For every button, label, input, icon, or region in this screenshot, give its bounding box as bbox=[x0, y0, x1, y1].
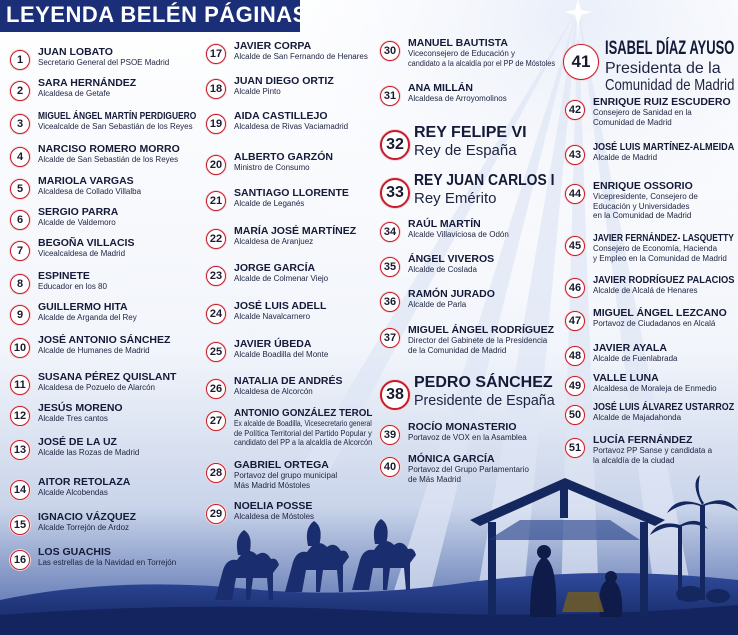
person-role: de Política Territorial del Partido Popular y bbox=[234, 428, 372, 438]
person-name: JAVIER RODRÍGUEZ PALACIOS bbox=[593, 274, 735, 286]
person-role: Alcalde Navalcarnero bbox=[234, 312, 311, 321]
person-name: PEDRO SÁNCHEZ bbox=[414, 374, 553, 391]
person-name: JESÚS MORENO bbox=[38, 402, 123, 414]
person-name: JAVIER ÚBEDA bbox=[234, 338, 312, 350]
person-name: AIDA CASTILLEJO bbox=[234, 110, 328, 122]
person-role: Alcalde Villaviciosa de Odón bbox=[408, 230, 509, 239]
person-name: LOS GUACHIS bbox=[38, 546, 111, 558]
person-role: Alcaldesa de Rivas Vaciamadrid bbox=[234, 122, 349, 131]
person-name: MARÍA JOSÉ MARTÍNEZ bbox=[234, 225, 357, 237]
number-badge: 28 bbox=[206, 463, 226, 483]
page-title: LEYENDA BELÉN PÁGINAS bbox=[6, 2, 308, 27]
person-role: Las estrellas de la Navidad en Torrejón bbox=[38, 558, 177, 567]
person-role: Alcaldesa de Pozuelo de Alarcón bbox=[38, 383, 155, 392]
person-name: MARIOLA VARGAS bbox=[38, 175, 134, 187]
number-badge: 27 bbox=[206, 411, 226, 431]
number-badge: 49 bbox=[565, 376, 585, 396]
number-badge: 36 bbox=[380, 292, 400, 312]
number-badge: 26 bbox=[206, 379, 226, 399]
person-name: JAVIER FERNÁNDEZ- LASQUETTY bbox=[593, 232, 734, 244]
number-badge: 29 bbox=[206, 504, 226, 524]
person-name: JOSÉ ANTONIO SÁNCHEZ bbox=[38, 334, 171, 346]
person-role: Alcalde de Majadahonda bbox=[593, 413, 682, 422]
person-name: ALBERTO GARZÓN bbox=[234, 151, 333, 163]
person-name: IGNACIO VÁZQUEZ bbox=[38, 511, 137, 523]
person-role: Secretario General del PSOE Madrid bbox=[38, 58, 170, 67]
person-name: JOSÉ LUIS MARTÍNEZ-ALMEIDA bbox=[593, 141, 735, 153]
person-role: Alcalde Tres cantos bbox=[38, 414, 108, 423]
person-name: BEGOÑA VILLACIS bbox=[38, 237, 135, 249]
number-badge: 2 bbox=[10, 81, 30, 101]
number-badge: 46 bbox=[565, 278, 585, 298]
person-name: SARA HERNÁNDEZ bbox=[38, 77, 137, 89]
person-name: ENRIQUE RUIZ ESCUDERO bbox=[593, 96, 731, 108]
number-badge: 31 bbox=[380, 86, 400, 106]
person-role: Alcalde de Humanes de Madrid bbox=[38, 346, 150, 355]
person-name: VALLE LUNA bbox=[593, 372, 659, 384]
person-name: MIGUEL ÁNGEL LEZCANO bbox=[593, 307, 727, 319]
number-badge: 50 bbox=[565, 405, 585, 425]
number-badge: 38 bbox=[380, 380, 410, 410]
person-role: Alcalde de Alcalá de Henares bbox=[593, 286, 698, 295]
number-badge: 43 bbox=[565, 145, 585, 165]
number-badge: 10 bbox=[10, 338, 30, 358]
person-name: ÁNGEL VIVEROS bbox=[408, 253, 495, 265]
person-role: Alcalde de Leganés bbox=[234, 199, 305, 208]
person-role: de la Comunidad de Madrid bbox=[408, 345, 507, 355]
person-role: Vicealcaldesa de Madrid bbox=[38, 249, 126, 258]
number-badge: 14 bbox=[10, 480, 30, 500]
number-badge: 44 bbox=[565, 184, 585, 204]
person-role: Alcalde de Arganda del Rey bbox=[38, 313, 137, 322]
number-badge: 16 bbox=[10, 550, 30, 570]
number-badge: 13 bbox=[10, 440, 30, 460]
person-role: Alcalde de Madrid bbox=[593, 153, 658, 162]
number-badge: 40 bbox=[380, 457, 400, 477]
person-name: JOSÉ LUIS ÁLVAREZ USTARROZ bbox=[593, 401, 735, 413]
person-role: Presidenta de la bbox=[605, 60, 721, 77]
person-role: Consejero de Sanidad en la bbox=[593, 108, 692, 117]
person-role: Vicepresidente, Consejero de bbox=[593, 192, 698, 201]
person-role: Alcalde de Fuenlabrada bbox=[593, 354, 678, 363]
person-role: Portavoz PP Sanse y candidata a bbox=[593, 446, 713, 455]
person-role: candidato a la alcaldía por el PP de Móstoles bbox=[408, 58, 555, 68]
person-name: ANA MILLÁN bbox=[408, 82, 473, 94]
person-role: Educación y Universidades bbox=[593, 201, 690, 211]
number-badge: 15 bbox=[10, 515, 30, 535]
person-role: Alcalde de Colmenar Viejo bbox=[234, 274, 329, 283]
person-role: de Más Madrid bbox=[408, 474, 461, 484]
number-badge: 32 bbox=[380, 130, 410, 160]
person-name: GABRIEL ORTEGA bbox=[234, 459, 329, 471]
person-role: Viceconsejero de Educación y bbox=[408, 49, 516, 58]
person-name: ENRIQUE OSSORIO bbox=[593, 180, 693, 192]
person-role: Alcalde Pinto bbox=[234, 87, 281, 96]
person-name: NARCISO ROMERO MORRO bbox=[38, 143, 180, 155]
person-name: JUAN DIEGO ORTIZ bbox=[234, 75, 334, 87]
person-role: Consejero de Economía, Hacienda bbox=[593, 244, 718, 253]
person-name: MIGUEL ÁNGEL RODRÍGUEZ bbox=[408, 324, 555, 336]
number-badge: 19 bbox=[206, 114, 226, 134]
number-badge: 20 bbox=[206, 155, 226, 175]
person-name: ISABEL DÍAZ AYUSO bbox=[605, 38, 735, 59]
person-role: en la Comunidad de Madrid bbox=[593, 211, 692, 220]
person-role: Director del Gabinete de la Presidencia bbox=[408, 336, 548, 345]
number-badge: 12 bbox=[10, 406, 30, 426]
person-name: ROCÍO MONASTERIO bbox=[408, 421, 517, 433]
person-name: JORGE GARCÍA bbox=[234, 262, 316, 274]
number-badge: 8 bbox=[10, 274, 30, 294]
person-role: Alcalde de Valdemoro bbox=[38, 218, 116, 227]
person-role: Alcalde Boadilla del Monte bbox=[234, 350, 329, 359]
person-role: Vicealcalde de San Sebastián de los Reyes bbox=[38, 122, 193, 131]
person-role: Portavoz del Grupo Parlamentario bbox=[408, 465, 529, 474]
person-role: Alcalde de San Sebastián de los Reyes bbox=[38, 155, 179, 164]
number-badge: 42 bbox=[565, 100, 585, 120]
person-role: Alcalde Torrejón de Ardoz bbox=[38, 523, 130, 532]
person-role: Más Madrid Móstoles bbox=[234, 480, 311, 490]
person-role: Portavoz de VOX en la Asamblea bbox=[408, 433, 527, 442]
person-role: Ex alcalde de Boadilla, Vicesecretario general bbox=[234, 419, 372, 428]
person-role: Alcaldesa de Arroyomolinos bbox=[408, 94, 507, 103]
person-role: Alcalde de Parla bbox=[408, 300, 467, 309]
person-name: JOSÉ DE LA UZ bbox=[38, 436, 117, 448]
person-role: Alcalde las Rozas de Madrid bbox=[38, 448, 140, 457]
number-badge: 22 bbox=[206, 229, 226, 249]
person-name: REY JUAN CARLOS I bbox=[414, 172, 555, 189]
person-role: candidato del PP a la alcaldía de Alcorcón bbox=[234, 438, 373, 447]
number-badge: 21 bbox=[206, 191, 226, 211]
person-name: AITOR RETOLAZA bbox=[38, 476, 131, 488]
person-role: Alcalde Alcobendas bbox=[38, 488, 108, 497]
person-name: GUILLERMO HITA bbox=[38, 301, 128, 313]
person-name: REY FELIPE VI bbox=[414, 124, 527, 141]
person-name: ESPINETE bbox=[38, 270, 90, 282]
person-role: Alcalde de San Fernando de Henares bbox=[234, 52, 368, 61]
person-name: RAÚL MARTÍN bbox=[408, 218, 481, 230]
person-role: Alcalde de Coslada bbox=[408, 265, 477, 274]
person-role: Presidente de España bbox=[414, 392, 555, 409]
person-role: Alcaldesa de Móstoles bbox=[234, 512, 315, 521]
number-badge: 6 bbox=[10, 210, 30, 230]
number-badge: 45 bbox=[565, 236, 585, 256]
person-name: NATALIA DE ANDRÉS bbox=[234, 375, 343, 387]
number-badge: 37 bbox=[380, 328, 400, 348]
person-name: SUSANA PÉREZ QUISLANT bbox=[38, 371, 177, 383]
person-role: y Empleo en la Comunidad de Madrid bbox=[593, 253, 727, 263]
header-bar bbox=[0, 0, 308, 32]
number-badge: 5 bbox=[10, 179, 30, 199]
person-name: NOELIA POSSE bbox=[234, 500, 313, 512]
number-badge: 3 bbox=[10, 114, 30, 134]
number-badge: 24 bbox=[206, 304, 226, 324]
person-role: Alcaldesa de Alcorcón bbox=[234, 387, 313, 396]
person-name: JOSÉ LUIS ADELL bbox=[234, 300, 327, 312]
number-badge: 23 bbox=[206, 266, 226, 286]
person-name: JAVIER CORPA bbox=[234, 40, 312, 52]
number-badge: 34 bbox=[380, 222, 400, 242]
person-role: Alcaldesa de Moraleja de Enmedio bbox=[593, 384, 717, 393]
number-badge: 18 bbox=[206, 79, 226, 99]
person-role: Ministro de Consumo bbox=[234, 163, 310, 172]
number-badge: 47 bbox=[565, 311, 585, 331]
person-name: RAMÓN JURADO bbox=[408, 288, 495, 300]
number-badge: 17 bbox=[206, 44, 226, 64]
number-badge: 35 bbox=[380, 257, 400, 277]
person-name: JAVIER AYALA bbox=[593, 342, 667, 354]
person-role: la alcaldía de la ciudad bbox=[593, 455, 675, 465]
number-badge: 30 bbox=[380, 41, 400, 61]
person-name: JUAN LOBATO bbox=[38, 46, 113, 58]
number-badge: 33 bbox=[380, 178, 410, 208]
number-badge: 9 bbox=[10, 305, 30, 325]
person-role: Alcaldesa de Collado Villalba bbox=[38, 187, 142, 196]
person-name: MÓNICA GARCÍA bbox=[408, 453, 495, 465]
person-role: Comunidad de Madrid bbox=[593, 117, 672, 127]
person-role: Educador en los 80 bbox=[38, 282, 107, 291]
number-badge: 41 bbox=[563, 44, 599, 80]
person-role: Rey de España bbox=[414, 142, 517, 159]
number-badge: 7 bbox=[10, 241, 30, 261]
number-badge: 11 bbox=[10, 375, 30, 395]
person-name: SERGIO PARRA bbox=[38, 206, 119, 218]
person-role: Comunidad de Madrid bbox=[605, 77, 735, 94]
person-name: SANTIAGO LLORENTE bbox=[234, 187, 349, 199]
person-role: Rey Emérito bbox=[414, 190, 497, 207]
person-name: ANTONIO GONZÁLEZ TEROL bbox=[234, 407, 373, 419]
number-badge: 51 bbox=[565, 438, 585, 458]
number-badge: 4 bbox=[10, 147, 30, 167]
number-badge: 48 bbox=[565, 346, 585, 366]
person-name: MIGUEL ÁNGEL MARTÍN PERDIGUERO bbox=[38, 110, 197, 122]
person-role: Portavoz del grupo municipal bbox=[234, 471, 338, 480]
person-name: LUCÍA FERNÁNDEZ bbox=[593, 434, 693, 446]
number-badge: 39 bbox=[380, 425, 400, 445]
number-badge: 1 bbox=[10, 50, 30, 70]
person-role: Portavoz de Ciudadanos en Alcalá bbox=[593, 319, 716, 328]
person-name: MANUEL BAUTISTA bbox=[408, 37, 508, 49]
person-role: Alcaldesa de Aranjuez bbox=[234, 237, 314, 246]
number-badge: 25 bbox=[206, 342, 226, 362]
person-role: Alcaldesa de Getafe bbox=[38, 89, 111, 98]
